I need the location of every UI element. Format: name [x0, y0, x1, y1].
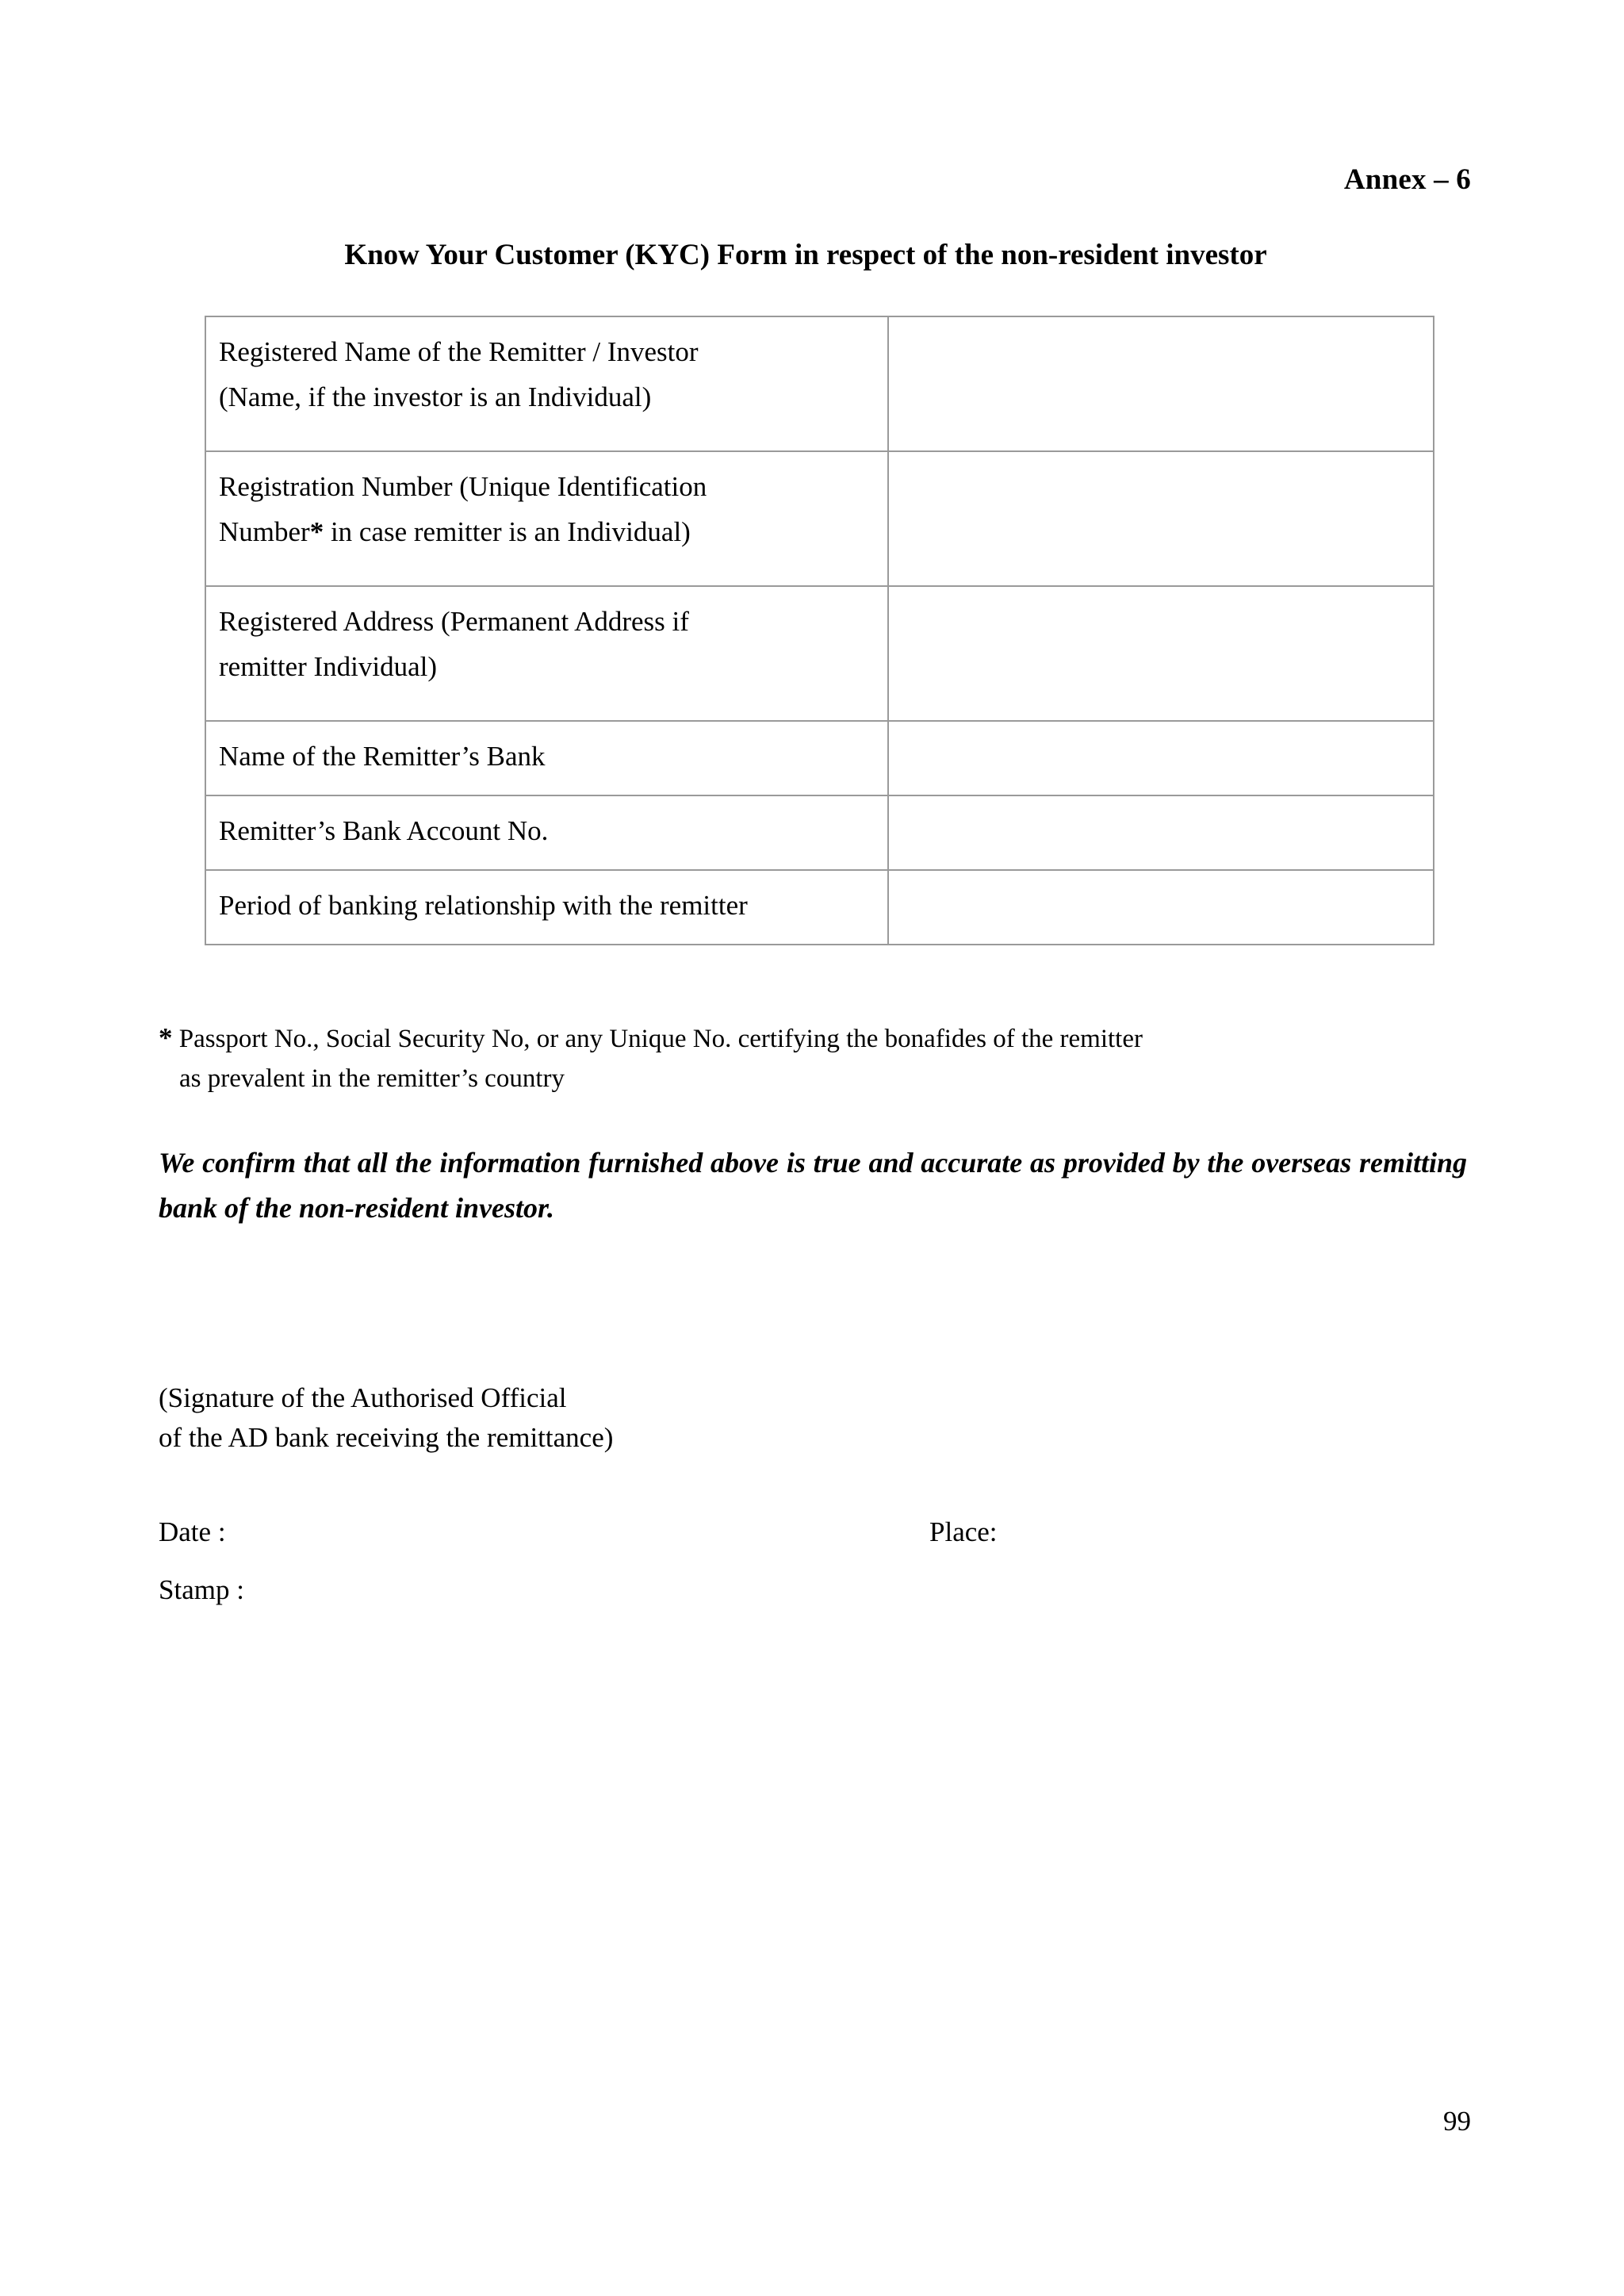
field-label-registration-number — [205, 451, 888, 586]
field-value-registration-number[interactable] — [888, 451, 1434, 586]
label-line-1: Registered Address (Permanent Address if — [219, 606, 689, 637]
label-line-1: Registered Name of the Remitter / Investor — [219, 336, 699, 367]
footnote-line-1: Passport No., Social Security No, or any Unique No. certifying the bonafides of the remitter — [172, 1025, 1143, 1053]
field-label-bank-account-no — [205, 795, 888, 870]
stamp-label[interactable]: Stamp : — [159, 1574, 244, 1605]
field-label-registered-name — [205, 316, 888, 451]
table-row — [205, 721, 1434, 795]
label-text — [219, 809, 873, 854]
label-line-2: (Name, if the investor is an Individual) — [219, 381, 652, 412]
field-label-bank-name — [205, 721, 888, 795]
field-label-registered-address — [205, 586, 888, 721]
table-row — [205, 870, 1434, 945]
label-text — [219, 600, 873, 689]
label-text — [219, 330, 873, 420]
label-line-1: Period of banking relationship with the remitter — [219, 890, 748, 921]
label-line-1: Name of the Remitter’s Bank — [219, 741, 546, 772]
label-line-2 — [219, 510, 873, 555]
field-label-banking-period — [205, 870, 888, 945]
field-value-bank-name[interactable] — [888, 721, 1434, 795]
date-label[interactable]: Date : — [159, 1516, 226, 1547]
annex-label: Annex – 6 — [1343, 163, 1471, 196]
table-row — [205, 795, 1434, 870]
field-value-registered-name[interactable] — [888, 316, 1434, 451]
field-value-bank-account-no[interactable] — [888, 795, 1434, 870]
label-line-2-pre: Number — [219, 516, 310, 547]
confirmation-statement: We confirm that all the information furnished above is true and accurate as provided by the overseas remitting bank of the non-resident investor. — [159, 1147, 1467, 1224]
table-row — [205, 451, 1434, 586]
table-row — [205, 316, 1434, 451]
label-line-2: remitter Individual) — [219, 650, 438, 682]
footnote-asterisk: * — [159, 1022, 173, 1053]
label-text — [219, 884, 873, 929]
kyc-form-table — [205, 316, 1434, 945]
signature-line-2: of the AD bank receiving the remittance) — [159, 1421, 614, 1453]
footnote-line-2: as prevalent in the remitter’s country — [179, 1064, 565, 1094]
label-line-1: Remitter’s Bank Account No. — [219, 815, 549, 846]
signature-block — [159, 1378, 952, 1457]
page-title: Know Your Customer (KYC) Form in respect of the non-resident investor — [344, 239, 1267, 271]
label-text — [219, 465, 873, 554]
asterisk-marker: * — [309, 516, 324, 547]
table-row — [205, 586, 1434, 721]
footnote — [159, 1017, 1396, 1098]
date-place-row — [159, 1516, 1269, 1548]
label-line-2-post: in case remitter is an Individual) — [324, 516, 691, 547]
label-text — [219, 734, 873, 780]
field-value-banking-period[interactable] — [888, 870, 1434, 945]
field-value-registered-address[interactable] — [888, 586, 1434, 721]
label-line-1: Registration Number (Unique Identification — [219, 471, 707, 502]
page-number: 99 — [1443, 2106, 1471, 2137]
place-label[interactable]: Place: — [929, 1516, 998, 1547]
signature-line-1: (Signature of the Authorised Official — [159, 1382, 567, 1413]
